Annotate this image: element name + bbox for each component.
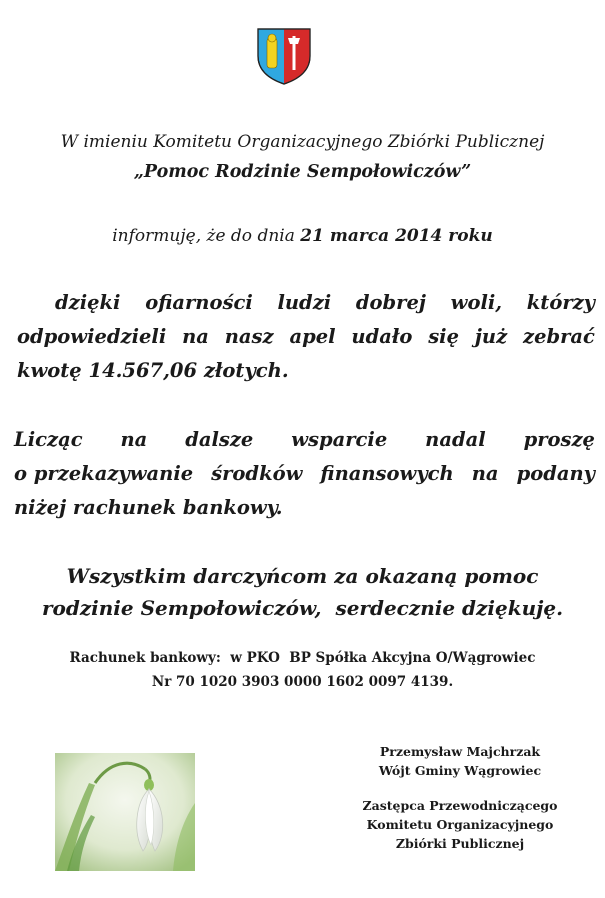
paragraph-request (14, 423, 595, 525)
amount-line: kwotę 14.567,06 złotych. (17, 359, 289, 382)
word: apel (289, 325, 336, 348)
word: proszę (523, 428, 595, 451)
signer-role (340, 796, 580, 853)
word: Licząc (14, 428, 83, 451)
word: wsparcie (291, 428, 388, 451)
bank-name: Rachunek bankowy: w PKO BP Spółka Akcyjna O/Wągrowiec (69, 650, 536, 666)
paragraph-line: niżej rachunek bankowy. (14, 496, 283, 519)
word: udało (351, 325, 413, 348)
role-line: Zastępca Przewodniczącego (362, 798, 558, 813)
paragraph-line (17, 286, 595, 320)
word: dzięki (55, 291, 121, 314)
paragraph-line (17, 320, 595, 354)
word: ofiarności (145, 291, 253, 314)
word: środków (211, 462, 303, 485)
campaign-title: „Pomoc Rodzinie Sempołowiczów” (133, 162, 472, 182)
thanks-line: Wszystkim darczyńcom za okazaną pomoc (66, 564, 539, 588)
bank-account (0, 646, 605, 694)
word: dalsze (185, 428, 254, 451)
word: na (120, 428, 148, 451)
date-value: 21 marca 2014 roku (300, 226, 493, 246)
thanks-message (0, 560, 605, 624)
word: nadal (425, 428, 486, 451)
word: o przekazywanie (14, 462, 194, 485)
role-line: Zbiórki Publicznej (395, 836, 525, 851)
word: na (182, 325, 209, 348)
word: na (471, 462, 499, 485)
snowdrop-flower-image (55, 753, 195, 871)
paragraph-amount (17, 286, 595, 388)
word: nasz (224, 325, 274, 348)
paragraph-line (14, 457, 595, 491)
word: którzy (526, 291, 595, 314)
paragraph-line (14, 423, 595, 457)
word: się (428, 325, 459, 348)
role-line: Komitetu Organizacyjnego (366, 817, 554, 832)
coat-of-arms-icon (254, 26, 314, 86)
header-line-1: W imieniu Komitetu Organizacyjnego Zbiórki Publicznej (60, 132, 545, 152)
word: woli, (450, 291, 503, 314)
signer-title: Wójt Gminy Wągrowiec (378, 763, 542, 778)
word: zebrać (523, 325, 595, 348)
signer-name: Przemysław Majchrzak (379, 744, 541, 759)
word: odpowiedzieli (17, 325, 167, 348)
word: dobrej (355, 291, 426, 314)
word: podany (516, 462, 595, 485)
signature-block (340, 742, 580, 780)
account-number: Nr 70 1020 3903 0000 1602 0097 4139. (151, 674, 454, 690)
word: finansowych (320, 462, 454, 485)
word: ludzi (277, 291, 332, 314)
date-prefix: informuję, że do dnia (112, 226, 301, 246)
thanks-line: rodzinie Sempołowiczów, serdecznie dziękuję. (41, 596, 564, 620)
header-date-line (0, 226, 605, 246)
word: już (474, 325, 508, 348)
